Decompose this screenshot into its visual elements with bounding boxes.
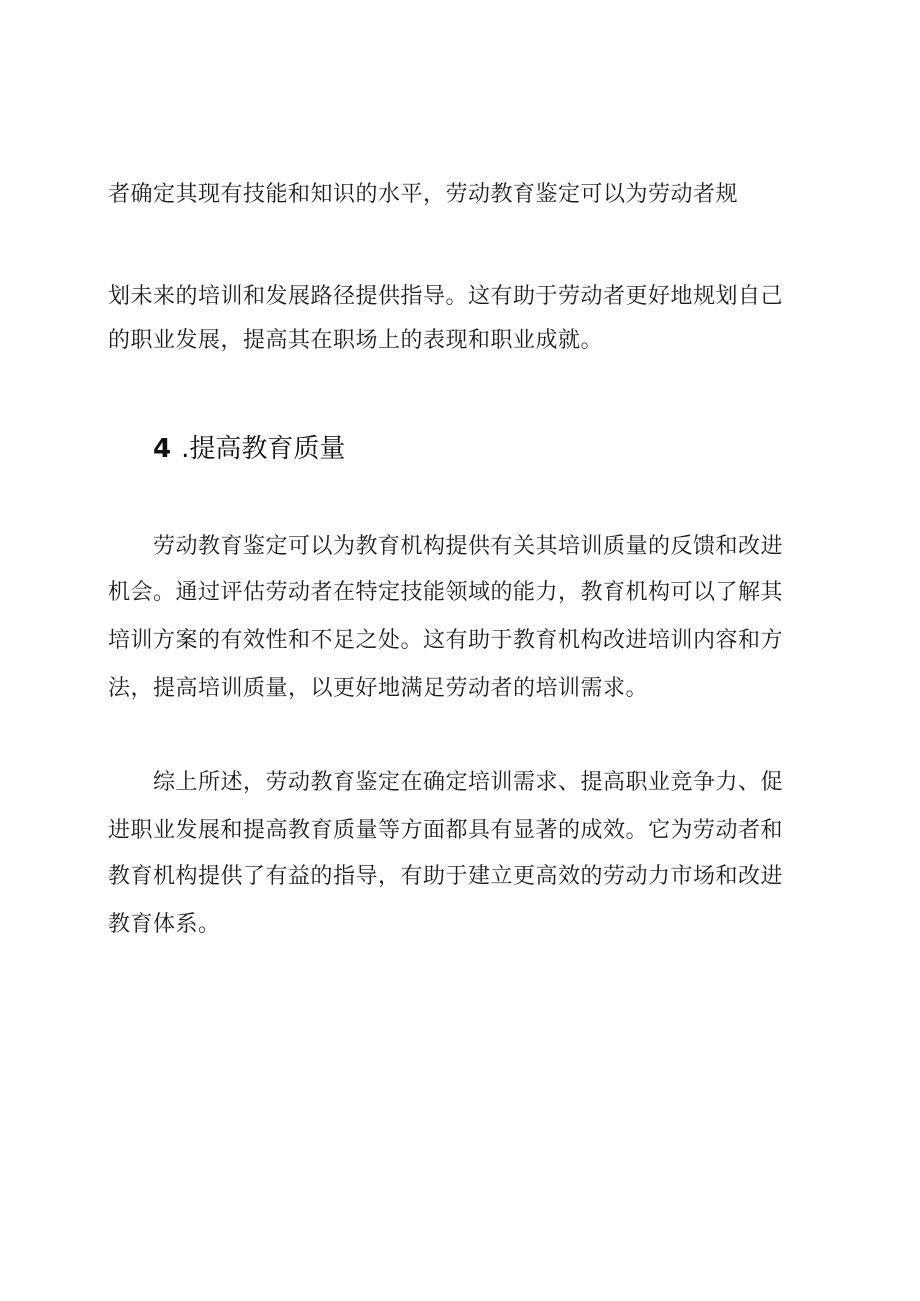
paragraph-2-line-2: 机会。通过评估劳动者在特定技能领域的能力，教育机构可以了解其	[108, 580, 784, 605]
paragraph-3-line-3: 教育机构提供了有益的指导，有助于建立更高效的劳动力市场和改进	[108, 864, 784, 889]
paragraph-1-line-1: 者确定其现有技能和知识的水平，劳动教育鉴定可以为劳动者规	[108, 182, 739, 207]
paragraph-3-line-2: 进职业发展和提高教育质量等方面都具有显著的成效。它为劳动者和	[108, 818, 784, 843]
paragraph-1-line-3: 的职业发展，提高其在职场上的表现和职业成就。	[108, 328, 604, 353]
section-title: .提高教育质量	[181, 434, 346, 464]
paragraph-1-line-2: 划未来的培训和发展路径提供指导。这有助于劳动者更好地规划自己	[108, 284, 784, 309]
paragraph-2-line-1: 劳动教育鉴定可以为教育机构提供有关其培训质量的反馈和改进	[153, 534, 784, 559]
paragraph-2-line-4: 法，提高培训质量，以更好地满足劳动者的培训需求。	[108, 676, 649, 701]
section-number: 4	[153, 434, 172, 464]
paragraph-2-line-3: 培训方案的有效性和不足之处。这有助于教育机构改进培训内容和方	[108, 628, 784, 653]
paragraph-3-line-4: 教育体系。	[108, 912, 221, 937]
section-heading	[153, 432, 345, 466]
paragraph-3-line-1: 综上所述，劳动教育鉴定在确定培训需求、提高职业竞争力、促	[153, 770, 784, 795]
